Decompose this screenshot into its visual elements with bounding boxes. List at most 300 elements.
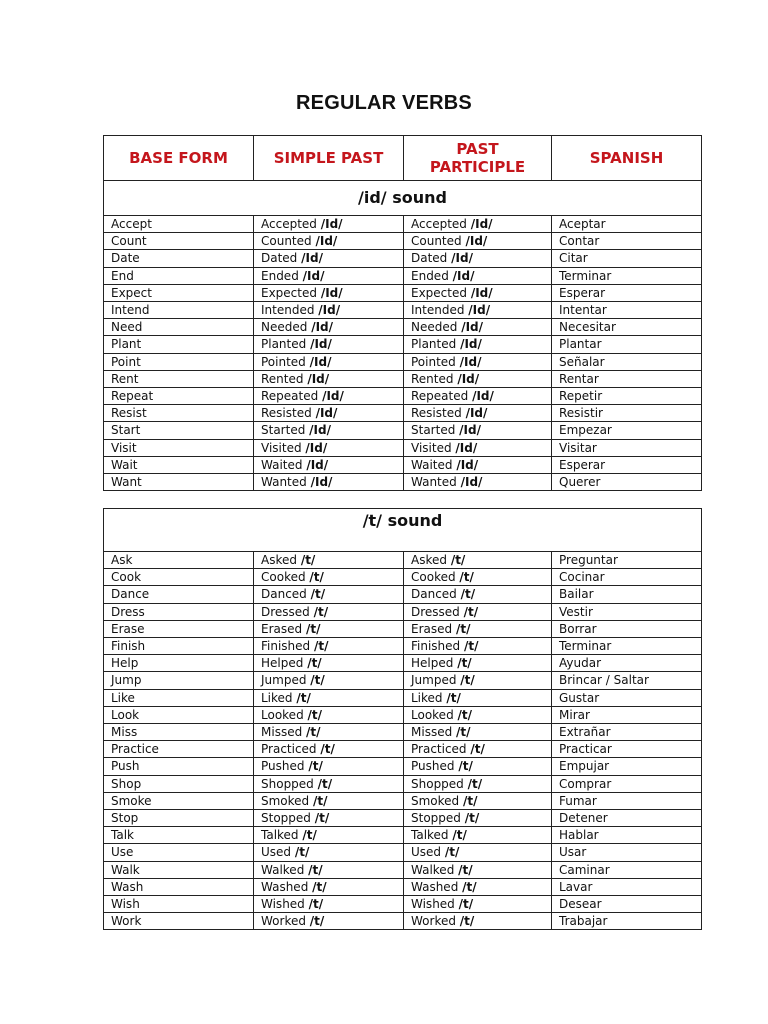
base-form-cell (104, 422, 254, 439)
table-row (104, 913, 702, 930)
verb-text: Accept (111, 217, 152, 231)
verb-text: Danced (261, 587, 307, 602)
sound-marker: /Id/ (307, 371, 330, 386)
spanish-cell (552, 302, 702, 319)
base-form-cell (104, 388, 254, 405)
sound-marker: /Id/ (310, 337, 332, 352)
sound-marker: /t/ (452, 828, 467, 843)
verb-text: Plant (111, 337, 142, 352)
sound-marker: /t/ (450, 553, 466, 567)
verb-text: Terminar (559, 639, 612, 654)
verb-text: Used (261, 845, 292, 860)
table-row (104, 284, 702, 301)
verb-text: Cooked (261, 570, 306, 585)
verb-text: End (111, 268, 134, 283)
sound-marker: /Id/ (302, 268, 325, 283)
table-row (104, 878, 702, 895)
simple-past-cell (254, 474, 404, 491)
table-row (104, 336, 702, 353)
sound-marker: /Id/ (455, 440, 478, 455)
verb-text: Wish (111, 897, 140, 912)
verb-text: Worked (261, 914, 306, 929)
sound-marker: /t/ (459, 914, 475, 929)
sound-marker: /t/ (308, 862, 323, 877)
sound-marker: /t/ (459, 570, 474, 585)
verb-text: Shop (111, 776, 142, 791)
verb-text: Accepted (261, 217, 317, 231)
verb-text: Necesitar (559, 320, 616, 335)
verb-text: Asked (411, 553, 447, 567)
table-row (104, 370, 702, 387)
past-participle-cell (404, 250, 552, 267)
verb-text: Finished (411, 639, 461, 654)
verb-text: Repeated (261, 389, 319, 404)
spanish-cell (552, 896, 702, 913)
spanish-cell (552, 422, 702, 439)
spanish-cell (552, 336, 702, 353)
sound-marker: /t/ (320, 742, 335, 757)
verb-text: Comprar (559, 776, 612, 791)
verb-text: Querer (559, 475, 601, 490)
simple-past-cell (254, 552, 404, 569)
verb-text: Esperar (559, 457, 606, 472)
table-row (104, 741, 702, 758)
verb-text: Ended (411, 268, 449, 283)
past-participle-cell (404, 810, 552, 827)
past-participle-cell (404, 741, 552, 758)
table-row (104, 216, 702, 233)
sound-marker: /t/ (306, 725, 321, 740)
sound-marker: /Id/ (306, 457, 329, 472)
sound-marker: /Id/ (459, 423, 481, 438)
simple-past-cell (254, 724, 404, 741)
header-simple-past: SIMPLE PAST (254, 136, 404, 181)
spanish-cell (552, 603, 702, 620)
simple-past-cell (254, 284, 404, 301)
table-row (104, 844, 702, 861)
spanish-cell (552, 913, 702, 930)
verb-text: Count (111, 234, 147, 249)
base-form-cell (104, 689, 254, 706)
base-form-cell (104, 878, 254, 895)
sound-marker: /t/ (310, 587, 326, 602)
base-form-cell (104, 913, 254, 930)
sound-marker: /t/ (463, 604, 479, 619)
table-row (104, 689, 702, 706)
spanish-cell (552, 810, 702, 827)
verb-text: Need (111, 320, 143, 335)
verb-text: Work (111, 914, 142, 929)
verb-text: Walked (261, 862, 305, 877)
simple-past-cell (254, 827, 404, 844)
sound-marker: /t/ (457, 656, 472, 671)
table-row (104, 672, 702, 689)
table-row (104, 603, 702, 620)
past-participle-cell (404, 775, 552, 792)
simple-past-cell (254, 250, 404, 267)
sound-marker: /Id/ (318, 303, 341, 318)
sound-marker: /t/ (470, 742, 485, 757)
verb-text: Erased (261, 621, 303, 636)
verb-text: Wait (111, 457, 138, 472)
verb-text: Used (411, 845, 442, 860)
simple-past-cell (254, 620, 404, 637)
verb-text: Needed (411, 320, 458, 335)
verb-text: Liked (261, 690, 293, 705)
past-participle-cell (404, 388, 552, 405)
page-title: REGULAR VERBS (296, 92, 472, 114)
past-participle-cell (404, 672, 552, 689)
simple-past-cell (254, 689, 404, 706)
table-row (104, 827, 702, 844)
base-form-cell (104, 456, 254, 473)
sound-marker: /t/ (467, 776, 483, 791)
past-participle-cell (404, 422, 552, 439)
simple-past-cell (254, 302, 404, 319)
base-form-cell (104, 267, 254, 284)
verb-text: Wished (261, 897, 305, 912)
sound-marker: /t/ (317, 776, 333, 791)
simple-past-cell (254, 758, 404, 775)
verb-text: Rent (111, 371, 139, 386)
base-form-cell (104, 250, 254, 267)
header-spanish: SPANISH (552, 136, 702, 181)
verb-text: Wanted (261, 475, 307, 490)
table-row (104, 792, 702, 809)
past-participle-cell (404, 638, 552, 655)
verb-text: Extrañar (559, 725, 611, 740)
table-row (104, 810, 702, 827)
verb-text: Dance (111, 587, 150, 602)
sound-marker: /t/ (446, 690, 461, 705)
sound-marker: /t/ (464, 811, 480, 826)
verb-text: Counted (411, 234, 462, 249)
table-row (104, 267, 702, 284)
past-participle-cell (404, 724, 552, 741)
past-participle-cell (404, 844, 552, 861)
sound-marker: /t/ (302, 828, 317, 843)
verb-text: Intended (261, 303, 315, 318)
header-past-participle-text: PAST PARTICIPLE (429, 140, 526, 176)
verb-text: Shopped (261, 776, 314, 791)
sound-marker: /t/ (305, 621, 321, 636)
sound-marker: /t/ (444, 845, 460, 860)
verb-text: Jump (111, 673, 142, 688)
verb-text: Planted (261, 337, 307, 352)
base-form-cell (104, 896, 254, 913)
sound-marker: /Id/ (310, 475, 333, 490)
table-row (104, 439, 702, 456)
simple-past-cell (254, 810, 404, 827)
t-sound-table (103, 508, 702, 930)
table-row (104, 758, 702, 775)
verb-text: Walk (111, 862, 140, 877)
verb-text: Intend (111, 303, 150, 318)
verb-text: Fumar (559, 793, 597, 808)
table-row (104, 552, 702, 569)
sound-marker: /Id/ (470, 285, 493, 300)
base-form-cell (104, 827, 254, 844)
past-participle-cell (404, 655, 552, 672)
verb-text: Smoked (261, 793, 310, 808)
sound-marker: /t/ (296, 690, 311, 705)
verb-text: Want (111, 475, 142, 490)
sound-marker: /Id/ (459, 354, 482, 369)
table-row (104, 775, 702, 792)
simple-past-cell (254, 388, 404, 405)
past-participle-cell (404, 896, 552, 913)
spanish-cell (552, 456, 702, 473)
verb-text: Visited (411, 440, 452, 455)
verb-text: Stop (111, 811, 139, 826)
table-row (104, 896, 702, 913)
verb-text: Esperar (559, 285, 606, 300)
verb-text: Walked (411, 862, 455, 877)
verb-text: Rented (261, 371, 304, 386)
simple-past-cell (254, 233, 404, 250)
sound-marker: /Id/ (457, 371, 480, 386)
verb-text: Empujar (559, 759, 610, 774)
simple-past-cell (254, 638, 404, 655)
header-past-participle (404, 136, 552, 181)
verb-text: Started (261, 423, 306, 438)
verb-text: Brincar / Saltar (559, 673, 649, 688)
sound-marker: /Id/ (301, 251, 323, 266)
verb-text: Expect (111, 285, 152, 300)
past-participle-cell (404, 474, 552, 491)
past-participle-cell (404, 586, 552, 603)
verb-text: Worked (411, 914, 456, 929)
table-row (104, 474, 702, 491)
sound-marker: /t/ (308, 759, 323, 774)
sound-marker: /Id/ (309, 423, 331, 438)
spanish-cell (552, 586, 702, 603)
base-form-cell (104, 569, 254, 586)
spanish-cell (552, 250, 702, 267)
verb-text: Pushed (411, 759, 455, 774)
simple-past-cell (254, 586, 404, 603)
verb-text: Counted (261, 234, 312, 249)
base-form-cell (104, 552, 254, 569)
verb-text: Look (111, 707, 140, 722)
verb-text: Dressed (411, 604, 460, 619)
verb-text: Dated (411, 251, 448, 266)
simple-past-cell (254, 706, 404, 723)
table-row (104, 422, 702, 439)
verb-text: Vestir (559, 604, 593, 619)
verb-text: Danced (411, 587, 457, 602)
verb-text: Point (111, 354, 141, 369)
past-participle-cell (404, 620, 552, 637)
verb-text: Asked (261, 553, 297, 567)
sound-marker: /Id/ (472, 389, 494, 404)
past-participle-cell (404, 689, 552, 706)
past-participle-cell (404, 319, 552, 336)
verb-text: Wash (111, 879, 144, 894)
simple-past-cell (254, 405, 404, 422)
past-participle-cell (404, 603, 552, 620)
simple-past-cell (254, 267, 404, 284)
verb-text: Desear (559, 897, 602, 912)
base-form-cell (104, 216, 254, 233)
verb-text: Pushed (261, 759, 305, 774)
spanish-cell (552, 689, 702, 706)
base-form-cell (104, 586, 254, 603)
verb-text: Dressed (261, 604, 310, 619)
verb-text: Repetir (559, 389, 603, 404)
past-participle-cell (404, 353, 552, 370)
verb-text: Talk (111, 828, 134, 843)
sound-marker: /Id/ (461, 320, 484, 335)
table-row (104, 569, 702, 586)
simple-past-cell (254, 353, 404, 370)
sound-marker: /Id/ (465, 406, 488, 421)
sound-marker: /t/ (457, 707, 473, 722)
past-participle-cell (404, 216, 552, 233)
simple-past-cell (254, 655, 404, 672)
sound-marker: /t/ (455, 621, 471, 636)
base-form-cell (104, 792, 254, 809)
sound-marker: /t/ (460, 587, 476, 602)
sound-marker: /t/ (307, 656, 322, 671)
sound-marker: /t/ (464, 639, 479, 654)
past-participle-cell (404, 827, 552, 844)
past-participle-cell (404, 456, 552, 473)
table-row (104, 353, 702, 370)
verb-text: Finished (261, 639, 311, 654)
spanish-cell (552, 775, 702, 792)
verb-text: Talked (411, 828, 449, 843)
simple-past-cell (254, 861, 404, 878)
past-participle-cell (404, 405, 552, 422)
spanish-cell (552, 655, 702, 672)
simple-past-cell (254, 422, 404, 439)
verb-text: Intentar (559, 303, 607, 318)
past-participle-cell (404, 370, 552, 387)
past-participle-cell (404, 878, 552, 895)
spanish-cell (552, 620, 702, 637)
verb-text: Practiced (261, 742, 317, 757)
verb-text: Plantar (559, 337, 602, 352)
verb-text: Rentar (559, 371, 599, 386)
verb-text: Ended (261, 268, 299, 283)
sound-marker: /t/ (458, 862, 473, 877)
sound-marker: /Id/ (452, 268, 475, 283)
simple-past-cell (254, 569, 404, 586)
verb-text: Borrar (559, 621, 597, 636)
sound-marker: /Id/ (468, 303, 491, 318)
table-row (104, 456, 702, 473)
spanish-cell (552, 319, 702, 336)
section-title-id: /id/ sound (104, 181, 702, 216)
spanish-cell (552, 284, 702, 301)
sound-marker: /Id/ (305, 440, 328, 455)
base-form-cell (104, 405, 254, 422)
verb-text: Looked (261, 707, 304, 722)
base-form-cell (104, 775, 254, 792)
verb-text: Cook (111, 570, 142, 585)
sound-marker: /Id/ (322, 389, 344, 404)
verb-text: Erase (111, 621, 145, 636)
spanish-cell (552, 706, 702, 723)
verb-text: Resisted (411, 406, 462, 421)
id-sound-table (103, 135, 702, 491)
base-form-cell (104, 638, 254, 655)
sound-marker: /Id/ (451, 251, 473, 266)
table-row (104, 250, 702, 267)
verb-text: Empezar (559, 423, 612, 438)
base-form-cell (104, 706, 254, 723)
sound-marker: /t/ (314, 639, 329, 654)
column-header-row (104, 136, 702, 181)
sound-marker: /t/ (309, 914, 325, 929)
table-row (104, 586, 702, 603)
base-form-cell (104, 844, 254, 861)
base-form-cell (104, 353, 254, 370)
base-form-cell (104, 861, 254, 878)
table-row (104, 319, 702, 336)
sound-marker: /t/ (312, 879, 327, 894)
spanish-cell (552, 758, 702, 775)
sound-marker: /Id/ (320, 285, 343, 300)
verb-text: Caminar (559, 862, 610, 877)
base-form-cell (104, 758, 254, 775)
base-form-cell (104, 370, 254, 387)
base-form-cell (104, 319, 254, 336)
verb-text: Visited (261, 440, 302, 455)
spanish-cell (552, 878, 702, 895)
spanish-cell (552, 233, 702, 250)
spanish-cell (552, 552, 702, 569)
past-participle-cell (404, 569, 552, 586)
simple-past-cell (254, 456, 404, 473)
verb-text: Cooked (411, 570, 456, 585)
simple-past-cell (254, 439, 404, 456)
verb-text: Washed (261, 879, 309, 894)
verb-text: Dress (111, 604, 145, 619)
simple-past-cell (254, 603, 404, 620)
verb-text: Stopped (261, 811, 311, 826)
verb-text: Visit (111, 440, 137, 455)
verb-text: Finish (111, 639, 146, 654)
simple-past-cell (254, 672, 404, 689)
spanish-cell (552, 353, 702, 370)
verb-text: Washed (411, 879, 459, 894)
simple-past-cell (254, 792, 404, 809)
base-form-cell (104, 302, 254, 319)
verb-text: Repeat (111, 389, 154, 404)
sound-marker: /Id/ (465, 234, 488, 249)
verb-text: Erased (411, 621, 453, 636)
verb-text: Push (111, 759, 140, 774)
sound-marker: /t/ (313, 604, 329, 619)
base-form-cell (104, 655, 254, 672)
past-participle-cell (404, 302, 552, 319)
verb-text: Missed (261, 725, 303, 740)
verb-text: Aceptar (559, 217, 606, 231)
table-row (104, 388, 702, 405)
sound-marker: /Id/ (460, 475, 483, 490)
verb-text: Stopped (411, 811, 461, 826)
spanish-cell (552, 405, 702, 422)
sound-marker: /t/ (294, 845, 310, 860)
sound-marker: /Id/ (315, 234, 338, 249)
sound-marker: /t/ (456, 725, 471, 740)
verb-text: Contar (559, 234, 600, 249)
verb-text: Preguntar (559, 553, 618, 567)
sound-marker: /Id/ (315, 406, 338, 421)
sound-marker: /t/ (463, 793, 478, 808)
